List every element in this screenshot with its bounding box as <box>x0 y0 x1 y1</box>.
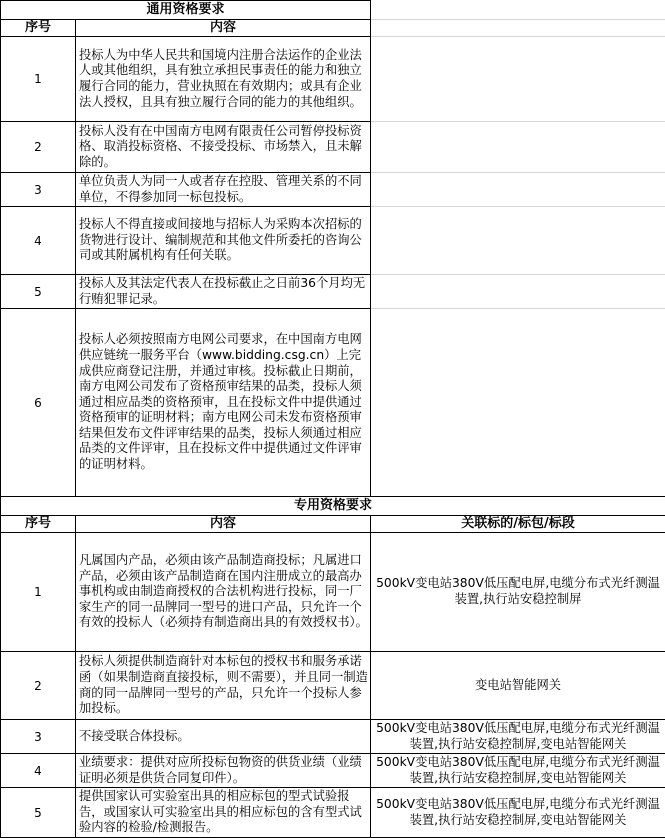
table-row <box>1 720 665 754</box>
row-scope: 500kV变电站380V低压配电屏,电缆分布式光纤测温装置,执行站安稳控制屏,变电站智能网关 <box>371 754 665 788</box>
row-scope: 500kV变电站380V低压配电屏,电缆分布式光纤测温装置,执行站安稳控制屏,变电站智能网关 <box>371 720 665 754</box>
row-scope: 变电站智能网关 <box>371 652 665 720</box>
table-row <box>1 122 665 173</box>
special-requirements-table <box>0 496 665 838</box>
row-scope: 500kV变电站380V低压配电屏,电缆分布式光纤测温装置,执行站安稳控制屏,变电站智能网关 <box>371 788 665 838</box>
row-content: 业绩要求：提供对应所投标包物资的供货业绩（业绩证明必须是供货合同复印件）。 <box>76 754 371 788</box>
row-number: 1 <box>1 533 76 652</box>
table-row <box>1 652 665 720</box>
row-number: 1 <box>1 37 76 122</box>
row-content: 提供国家认可实验室出具的相应标包的型式试验报告，或国家认可实验室出具的相应标包的含有型式试验内容的检验/检测报告。 <box>76 788 371 838</box>
row-number: 5 <box>1 275 76 309</box>
table-row <box>1 309 665 497</box>
row-number: 4 <box>1 754 76 788</box>
table-row <box>1 37 665 122</box>
general-header-content: 内容 <box>76 20 371 37</box>
table-row <box>1 275 665 309</box>
row-content: 投标人须提供制造商针对本标包的授权书和服务承诺函（如果制造商直接投标，则不需要），并且同一制造商的同一品牌同一型号的产品，只允许一个投标人参加投标。 <box>76 652 371 720</box>
table-row <box>1 788 665 838</box>
table-row <box>1 754 665 788</box>
row-number: 6 <box>1 309 76 497</box>
general-requirements-title: 通用资格要求 <box>1 1 371 20</box>
row-content: 投标人为中华人民共和国境内注册合法运作的企业法人或其他组织，具有独立承担民事责任的能力和独立履行合同的能力，营业执照在有效期内；或具有企业法人授权，且具有独立履行合同的能力的其他组织。 <box>76 37 371 122</box>
row-content: 投标人没有在中国南方电网有限责任公司暂停投标资格、取消投标资格、不接受投标、市场禁入，且未解除的。 <box>76 122 371 173</box>
special-header-no: 序号 <box>1 516 76 533</box>
row-content: 不接受联合体投标。 <box>76 720 371 754</box>
general-header-no: 序号 <box>1 20 76 37</box>
row-content: 投标人必须按照南方电网公司要求，在中国南方电网供应链统一服务平台（www.bidding.csg.cn）上完成供应商登记注册，并通过审核。投标截止日期前，南方电网公司发布了资格预审结果的品类，投标人须通过相应品类的资格预审，且在投标文件中提供通过资格预审的证明材料；南方电网公司未发布资格预审结果但发布文件评审结果的品类，投标人须通过相应品类的文件评审，且在投标文件中提供通过文件评审的证明材料。 <box>76 309 371 497</box>
row-number: 3 <box>1 173 76 207</box>
special-header-content: 内容 <box>76 516 371 533</box>
row-number: 5 <box>1 788 76 838</box>
table-row <box>1 207 665 275</box>
row-number: 4 <box>1 207 76 275</box>
row-content: 单位负责人为同一人或者存在控股、管理关系的不同单位，不得参加同一标包投标。 <box>76 173 371 207</box>
row-scope: 500kV变电站380V低压配电屏,电缆分布式光纤测温装置,执行站安稳控制屏 <box>371 533 665 652</box>
special-requirements-title: 专用资格要求 <box>1 497 665 516</box>
row-content: 投标人不得直接或间接地与招标人为采购本次招标的货物进行设计、编制规范和其他文件所委托的咨询公司或其附属机构有任何关联。 <box>76 207 371 275</box>
row-number: 3 <box>1 720 76 754</box>
row-number: 2 <box>1 122 76 173</box>
table-row <box>1 533 665 652</box>
table-row <box>1 173 665 207</box>
special-header-scope: 关联标的/标包/标段 <box>371 516 665 533</box>
row-content: 凡属国内产品，必须由该产品制造商投标；凡属进口产品，必须由该产品制造商在国内注册成立的最高办事机构或由制造商授权的合法机构进行投标，同一厂家生产的同一品牌同一型号的进口产品，只允许一个有效的投标人（必须持有制造商出具的有效授权书）。 <box>76 533 371 652</box>
row-content: 投标人及其法定代表人在投标截止之日前36个月均无行贿犯罪记录。 <box>76 275 371 309</box>
row-number: 2 <box>1 652 76 720</box>
